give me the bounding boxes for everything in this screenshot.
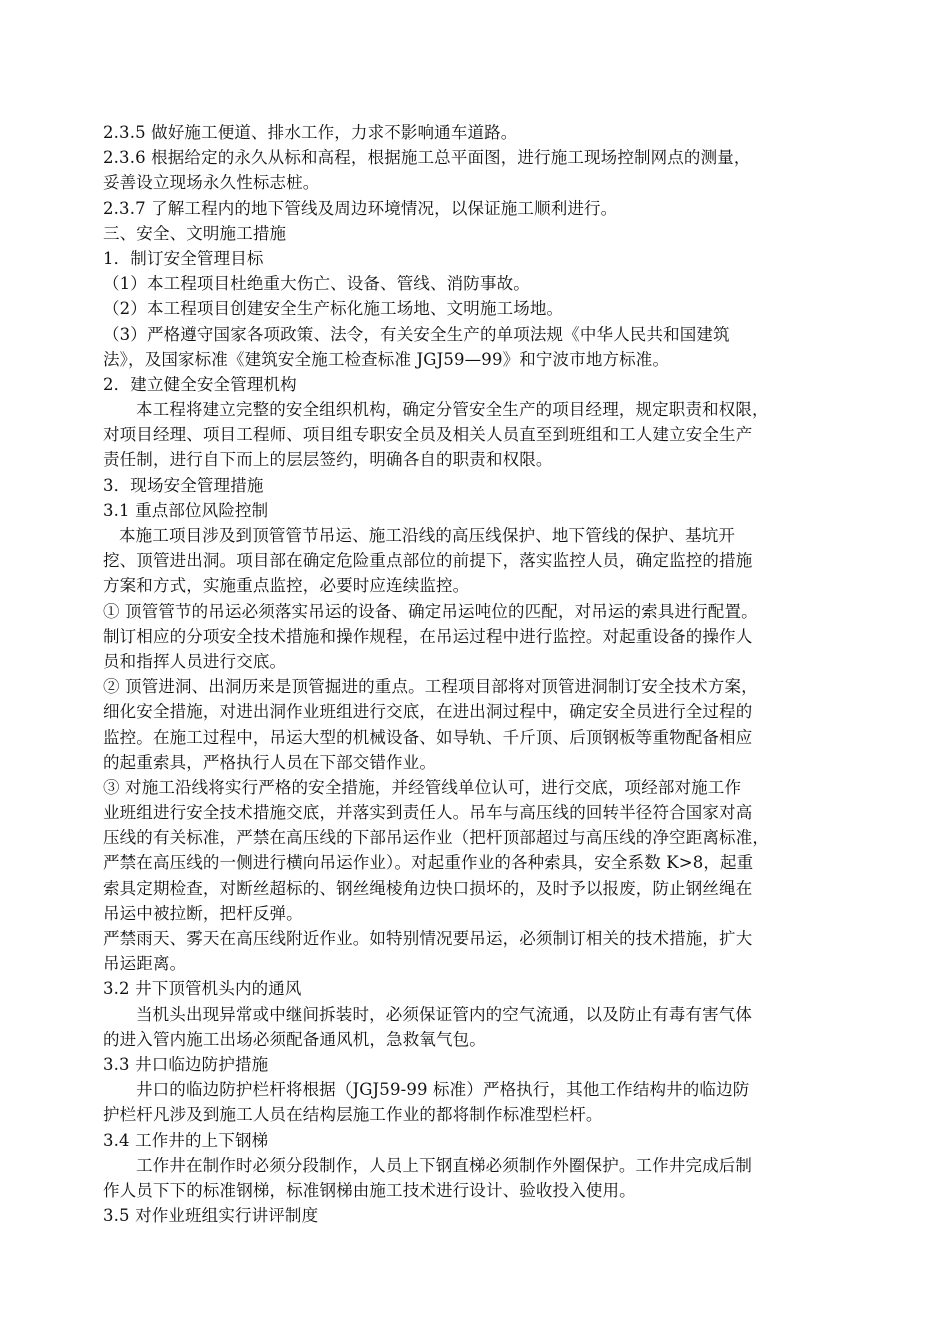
text-line: 本工程将建立完整的安全组织机构，确定分管安全生产的项目经理，规定职责和权限， <box>136 400 769 420</box>
text-line: 的进入管内施工出场必须配备通风机，急救氧气包。 <box>103 1029 486 1049</box>
text-line: 挖、顶管进出洞。项目部在确定危险重点部位的前提下，落实监控人员，确定监控的措施 <box>103 551 753 571</box>
text-line: 2.3.5 做好施工便道、排水工作，力求不影响通车道路。 <box>103 123 518 142</box>
text-line: 法》，及国家标准《建筑安全施工检查标准 JGJ59—99》和宁波市地方标准。 <box>103 349 670 369</box>
text-line: 3.1 重点部位风险控制 <box>103 500 269 520</box>
text-line: 1．制订安全管理目标 <box>103 248 264 268</box>
text-line: 3.2 井下顶管机头内的通风 <box>103 979 302 999</box>
text-line: 压线的有关标准，严禁在高压线的下部吊运作业（把杆顶部超过与高压线的净空距离标准， <box>103 828 769 848</box>
text-line: 工作井在制作时必须分段制作，人员上下钢直梯必须制作外圈保护。工作井完成后制 <box>136 1155 753 1175</box>
text-line: 本施工项目涉及到顶管管节吊运、施工沿线的高压线保护、地下管线的保护、基坑开 <box>119 526 736 545</box>
text-line: 的起重索具，严格执行人员在下部交错作业。 <box>103 752 436 772</box>
text-line: 对项目经理、项目工程师、项目组专职安全员及相关人员直至到班组和工人建立安全生产 <box>103 425 753 445</box>
text-line: ① 顶管管节的吊运必须落实吊运的设备、确定吊运吨位的匹配，对吊运的索具进行配置。 <box>103 601 758 621</box>
text-line: 员和指挥人员进行交底。 <box>103 651 287 671</box>
text-line: 细化安全措施，对进出洞作业班组进行交底，在进出洞过程中，确定安全员进行全过程的 <box>103 702 753 722</box>
text-line: 3.4 工作井的上下钢梯 <box>103 1130 269 1150</box>
text-line: 严禁雨天、雾天在高压线附近作业。如特别情况要吊运，必须制订相关的技术措施，扩大 <box>103 929 753 948</box>
document-page <box>103 120 855 1228</box>
text-line: 护栏杆凡涉及到施工人员在结构层施工作业的都将制作标准型栏杆。 <box>103 1105 603 1125</box>
text-line: 作人员下下的标准钢梯，标准钢梯由施工技术进行设计、验收投入使用。 <box>103 1180 636 1200</box>
text-line: （1）本工程项目杜绝重大伤亡、设备、管线、消防事故。 <box>103 274 530 294</box>
text-line: 索具定期检查，对断丝超标的、钢丝绳棱角边快口损坏的，及时予以报废，防止钢丝绳在 <box>103 878 753 898</box>
text-line: 妥善设立现场永久性标志桩。 <box>103 173 320 193</box>
text-line: 当机头出现异常或中继间拆装时，必须保证管内的空气流通，以及防止有毒有害气体 <box>136 1004 753 1024</box>
text-line: 井口的临边防护栏杆将根据（JGJ59-99 标准）严格执行，其他工作结构井的临边防 <box>136 1080 750 1100</box>
text-line: ③ 对施工沿线将实行严格的安全措施，并经管线单位认可，进行交底，项经部对施工作 <box>103 777 742 797</box>
text-line: 三、安全、文明施工措施 <box>103 223 287 243</box>
text-line: （3）严格遵守国家各项政策、法令，有关安全生产的单项法规《中华人民共和国建筑 <box>103 324 730 344</box>
text-line: 监控。在施工过程中，吊运大型的机械设备、如导轨、千斤顶、后顶钢板等重物配备相应 <box>103 727 753 747</box>
text-line: 2.3.7 了解工程内的地下管线及周边环境情况，以保证施工顺利进行。 <box>103 198 618 218</box>
text-line: 3.5 对作业班组实行讲评制度 <box>103 1206 319 1226</box>
text-line: 制订相应的分项安全技术措施和操作规程，在吊运过程中进行监控。对起重设备的操作人 <box>103 626 753 646</box>
text-line: 方案和方式，实施重点监控，必要时应连续监控。 <box>103 576 470 596</box>
text-line: 3.3 井口临边防护措施 <box>103 1054 269 1074</box>
text-line: ② 顶管进洞、出洞历来是顶管掘进的重点。工程项目部将对顶管进洞制订安全技术方案， <box>103 677 758 697</box>
text-line: 3．现场安全管理措施 <box>103 475 264 495</box>
text-line: 责任制，进行自下而上的层层签约，明确各自的职责和权限。 <box>103 450 553 470</box>
text-line: 吊运距离。 <box>103 954 187 974</box>
text-line: 业班组进行安全技术措施交底，并落实到责任人。吊车与高压线的回转半径符合国家对高 <box>103 803 753 823</box>
text-line: （2）本工程项目创建安全生产标化施工场地、文明施工场地。 <box>103 299 564 319</box>
text-line: 严禁在高压线的一侧进行横向吊运作业）。对起重作业的各种索具，安全系数 K>8，起重 <box>103 853 754 873</box>
text-line: 2.3.6 根据给定的永久从标和高程，根据施工总平面图，进行施工现场控制网点的测量， <box>103 148 751 168</box>
text-line: 2．建立健全安全管理机构 <box>103 374 297 394</box>
text-line: 吊运中被拉断，把杆反弹。 <box>103 903 303 923</box>
